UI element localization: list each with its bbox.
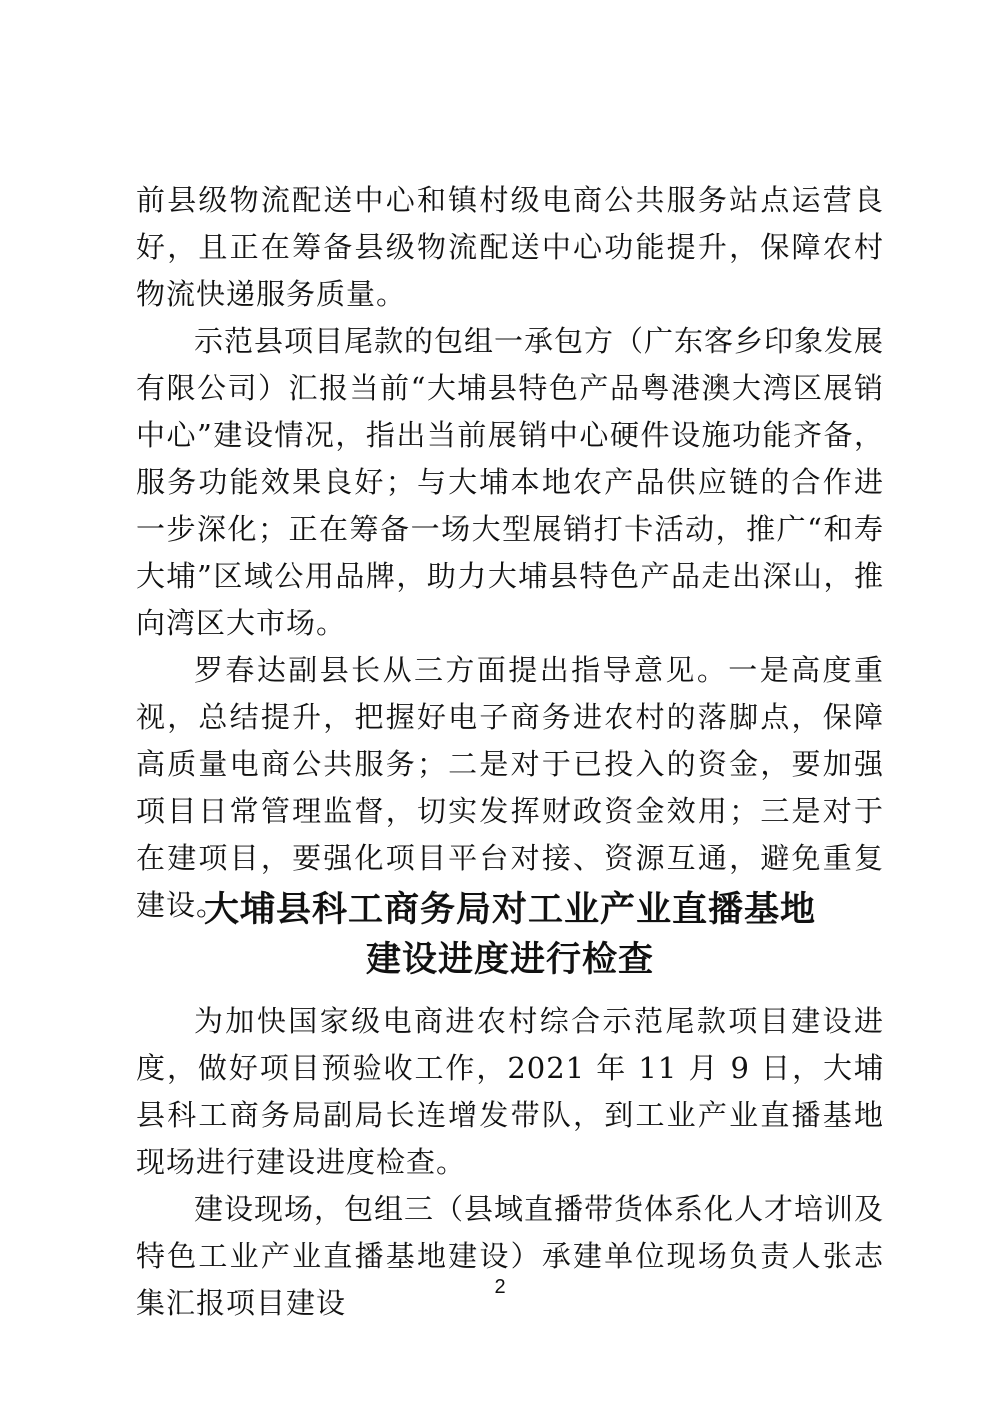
paragraph-exhibition-center: 示范县项目尾款的包组一承包方（广东客乡印象发展有限公司）汇报当前“大埔县特色产品粤港澳大湾区展销中心”建设情况，指出当前展销中心硬件设施功能齐备，服务功能效果良好；与大埔本地农产品供应链的合作进一步深化；正在筹备一场大型展销打卡活动，推广“和寿大埔”区域公用品牌，助力大埔县特色产品走出深山，推向湾区大市场。 xyxy=(136,324,885,640)
paragraph-guidance: 罗春达副县长从三方面提出指导意见。一是高度重视，总结提升，把握好电子商务进农村的落脚点，保障高质量电商公共服务；二是对于已投入的资金，要加强项目日常管理监督，切实发挥财政资金效用；三是对于在建项目，要强化项目平台对接、资源互通，避免重复建设。 xyxy=(136,653,884,922)
paragraph-site-report: 建设现场，包组三（县域直播带货体系化人才培训及特色工业产业直播基地建设）承建单位现场负责人张志集汇报项目建设 xyxy=(136,1192,885,1320)
section-title-line-1: 大埔县科工商务局对工业产业直播基地 xyxy=(203,890,816,930)
section-title-line-2: 建设进度进行检查 xyxy=(365,940,654,980)
paragraph-inspection: 为加快国家级电商进农村综合示范尾款项目建设进度，做好项目预验收工作，2021 年 11 月 9 日，大埔县科工商务局副局长连增发带队，到工业产业直播基地现场进行建设进度检查。 xyxy=(136,1004,884,1179)
section-title xyxy=(136,885,884,985)
page-number: 2 xyxy=(494,1276,506,1298)
body-block-top xyxy=(136,177,884,929)
paragraph-logistics: 前县级物流配送中心和镇村级电商公共服务站点运营良好，且正在筹备县级物流配送中心功能提升，保障农村物流快递服务质量。 xyxy=(136,183,884,311)
